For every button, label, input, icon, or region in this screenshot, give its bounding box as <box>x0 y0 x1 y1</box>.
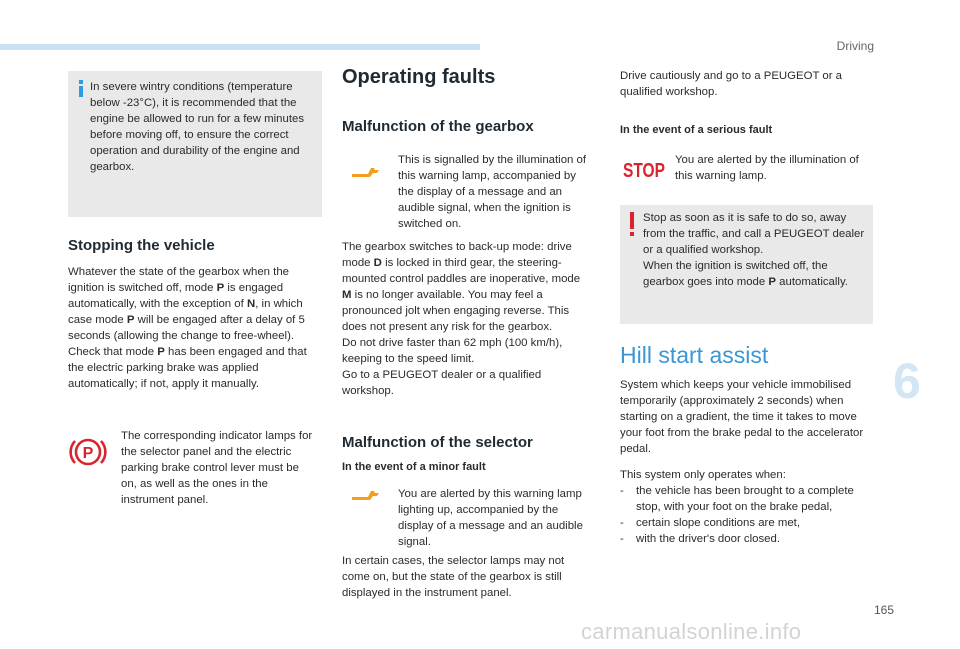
list-item: - certain slope conditions are met, <box>620 517 800 529</box>
backup-mode-paragraph: The gearbox switches to back-up mode: drive mode D is locked in third gear, the steering-mounted control paddles are inoperative, mode M is no longer available. You may feel a pronounced jolt when engaging reverse. This does not present any risk for the gearbox. <box>342 241 581 333</box>
speed-limit-paragraph: Do not drive faster than 62 mph (100 km/h), keeping to the speed limit. <box>342 337 563 365</box>
serious-warning-text: You are alerted by the illumination of this warning lamp. <box>675 154 859 182</box>
info-icon <box>79 80 83 97</box>
selector-cases-text: In certain cases, the selector lamps may not come on, but the state of the gearbox is still displayed in the instrument panel. <box>342 555 565 599</box>
warning-box-line1: Stop as soon as it is safe to do so, away from the traffic, and call a PEUGEOT dealer or a qualified workshop. <box>643 212 865 256</box>
operating-faults-heading: Operating faults <box>342 66 496 88</box>
indicator-lamps-text: The corresponding indicator lamps for the selector panel and the electric parking brake control lever must be on, as well as the ones in the instrument panel. <box>121 430 313 506</box>
parking-brake-letter: P <box>82 445 94 462</box>
list-item: - the vehicle has been brought to a complete stop, with your foot on the brake pedal, <box>620 485 854 513</box>
gearbox-malfunction-heading: Malfunction of the gearbox <box>342 118 534 135</box>
serious-fault-label: In the event of a serious fault <box>620 124 773 136</box>
stopping-paragraph: Whatever the state of the gearbox when the ignition is switched off, mode P is engaged automatically, with the exception of N, in which case mode P will be engaged after a delay of 5 seconds (allowing the change to free-wheel). <box>68 266 305 342</box>
gearbox-backup-body <box>342 239 592 399</box>
check-paragraph: Check that mode P has been engaged and that the electric parking brake was applied automatically; if not, apply it manually. <box>68 346 307 390</box>
dealer-paragraph: Go to a PEUGEOT dealer or a qualified workshop. <box>342 369 542 397</box>
drive-cautiously-text: Drive cautiously and go to a PEUGEOT or a qualified workshop. <box>620 70 843 98</box>
wrench-icon <box>350 489 380 503</box>
parking-brake-icon <box>68 432 108 472</box>
selector-malfunction-heading: Malfunction of the selector <box>342 434 533 451</box>
minor-fault-label: In the event of a minor fault <box>342 461 486 473</box>
info-box-text: In severe wintry conditions (temperature below -23°C), it is recommended that the engine be allowed to run for a few minutes before moving off, to ensure the correct operation and durability of the engine and gearbox. <box>90 81 305 173</box>
stop-icon-label: STOP <box>623 160 665 182</box>
hill-start-heading: Hill start assist <box>620 342 769 368</box>
chapter-number: 6 <box>893 353 921 409</box>
warning-box-line2: When the ignition is switched off, the gearbox goes into mode P automatically. <box>643 260 848 288</box>
hill-start-description: System which keeps your vehicle immobilised temporarily (approximately 2 seconds) when starting on a gradient, the time it takes to move your foot from the brake pedal to the accelerator pedal. <box>620 379 864 455</box>
selector-warning-text: You are alerted by this warning lamp lighting up, accompanied by the display of a message and an audible signal. <box>398 488 583 548</box>
stopping-heading: Stopping the vehicle <box>68 237 215 254</box>
hill-start-conditions-list <box>620 483 876 547</box>
watermark: carmanualsonline.info <box>581 619 802 644</box>
exclamation-icon <box>630 212 634 229</box>
exclamation-icon-dot <box>630 232 634 236</box>
header-accent-bar <box>0 44 480 50</box>
gearbox-warning-text: This is signalled by the illumination of this warning lamp, accompanied by the display of a message and an audible signal, when the ignition is switched on. <box>398 154 587 230</box>
hill-start-conditions-intro: This system only operates when: <box>620 469 786 481</box>
section-label: Driving <box>836 39 874 53</box>
page-number: 165 <box>874 603 895 617</box>
wrench-icon <box>350 166 380 180</box>
stopping-body <box>68 264 308 392</box>
warning-box-text <box>643 210 865 290</box>
list-item: - with the driver's door closed. <box>620 533 780 545</box>
stop-icon <box>622 156 666 182</box>
